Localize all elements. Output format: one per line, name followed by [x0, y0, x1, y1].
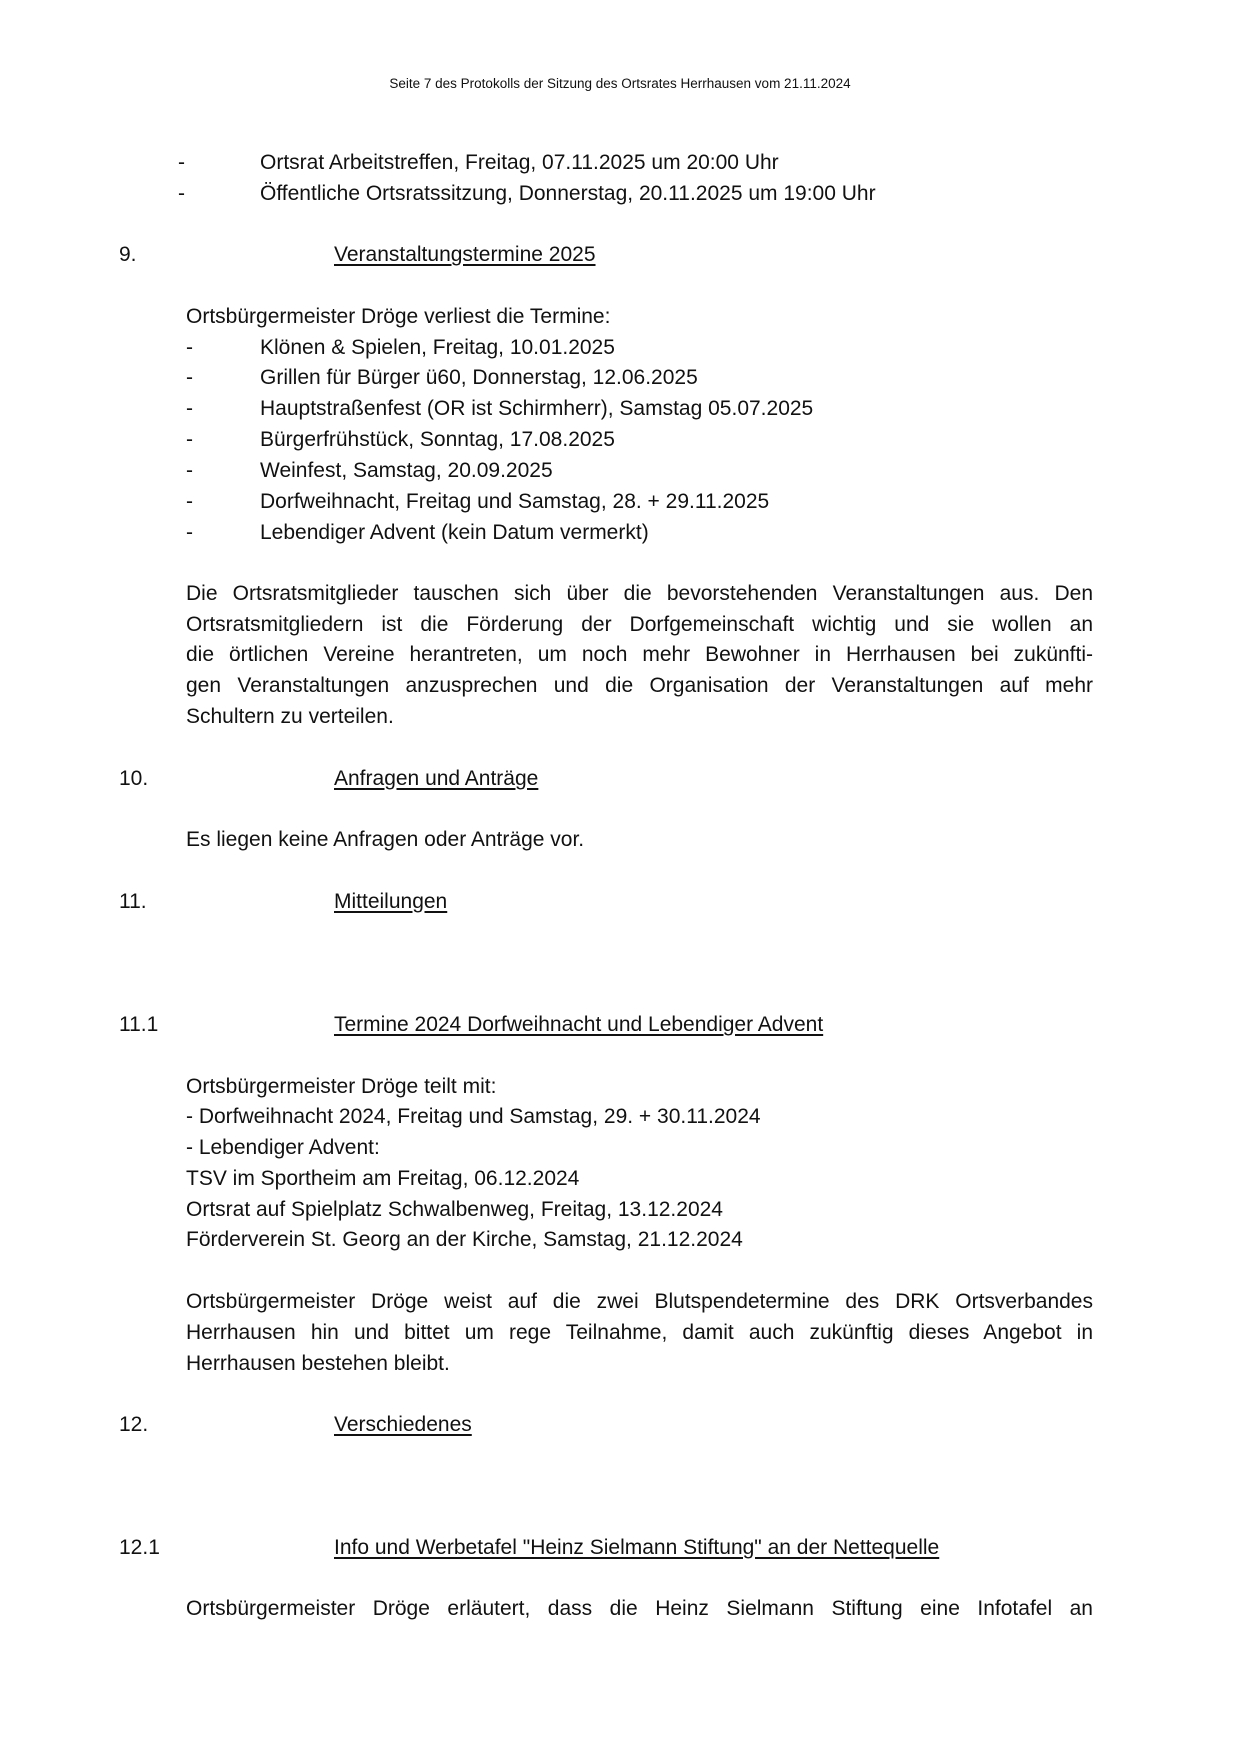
bullet-dash: -: [186, 490, 193, 513]
section-title: Veranstaltungstermine 2025: [334, 243, 596, 266]
bullet-dash: -: [186, 336, 193, 359]
paragraph-line: Ortsbürgermeister Dröge weist auf die zwei Blutspendetermine des DRK Ortsverbandes: [186, 1290, 1093, 1313]
event-item: Lebendiger Advent (kein Datum vermerkt): [260, 521, 649, 544]
bullet-dash: -: [186, 397, 193, 420]
section-title: Anfragen und Anträge: [334, 767, 539, 790]
bullet-dash: -: [178, 151, 185, 174]
bullet-dash: -: [186, 366, 193, 389]
meeting-date-item: Ortsrat Arbeitstreffen, Freitag, 07.11.2025 um 20:00 Uhr: [260, 151, 779, 174]
text-line: TSV im Sportheim am Freitag, 06.12.2024: [186, 1167, 580, 1190]
section-number: 9.: [119, 243, 137, 266]
subsection-title: Info und Werbetafel "Heinz Sielmann Stiftung" an der Nettequelle: [334, 1536, 940, 1559]
section-text: Es liegen keine Anfragen oder Anträge vor.: [186, 828, 585, 851]
text-line: - Lebendiger Advent:: [186, 1136, 380, 1159]
text-line: - Dorfweihnacht 2024, Freitag und Samstag, 29. + 30.11.2024: [186, 1105, 761, 1128]
event-item: Klönen & Spielen, Freitag, 10.01.2025: [260, 336, 615, 359]
event-item: Grillen für Bürger ü60, Donnerstag, 12.06.2025: [260, 366, 698, 389]
section-number: 12.: [119, 1413, 149, 1436]
event-item: Hauptstraßenfest (OR ist Schirmherr), Samstag 05.07.2025: [260, 397, 814, 420]
section-number: 10.: [119, 767, 149, 790]
text-line: Ortsrat auf Spielplatz Schwalbenweg, Freitag, 13.12.2024: [186, 1198, 723, 1221]
event-item: Dorfweihnacht, Freitag und Samstag, 28. + 29.11.2025: [260, 490, 770, 513]
bullet-dash: -: [186, 521, 193, 544]
paragraph-line: Die Ortsratsmitglieder tauschen sich über die bevorstehenden Veranstaltungen aus. Den: [186, 582, 1093, 605]
subsection-number: 11.1: [119, 1013, 159, 1036]
paragraph-line: Herrhausen hin und bittet um rege Teilnahme, damit auch zukünftig dieses Angebot in: [186, 1321, 1093, 1344]
text-line: Förderverein St. Georg an der Kirche, Samstag, 21.12.2024: [186, 1228, 743, 1251]
section-title: Mitteilungen: [334, 890, 448, 913]
paragraph-line: Schultern zu verteilen.: [186, 705, 394, 728]
text-line: Ortsbürgermeister Dröge teilt mit:: [186, 1075, 497, 1098]
page-header: Seite 7 des Protokolls der Sitzung des Ortsrates Herrhausen vom 21.11.2024: [389, 76, 851, 91]
paragraph-line: Herrhausen bestehen bleibt.: [186, 1352, 450, 1375]
paragraph-line: Ortsratsmitgliedern ist die Förderung der Dorfgemeinschaft wichtig und sie wollen an: [186, 613, 1093, 636]
bullet-dash: -: [186, 459, 193, 482]
section-intro: Ortsbürgermeister Dröge verliest die Termine:: [186, 305, 611, 328]
paragraph-line: gen Veranstaltungen anzusprechen und die Organisation der Veranstaltungen auf mehr: [186, 674, 1093, 697]
subsection-number: 12.1: [119, 1536, 160, 1559]
paragraph-line: die örtlichen Vereine herantreten, um noch mehr Bewohner in Herrhausen bei zukünfti-: [186, 643, 1093, 666]
section-number: 11.: [119, 890, 147, 913]
bullet-dash: -: [186, 428, 193, 451]
subsection-title: Termine 2024 Dorfweihnacht und Lebendiger Advent: [334, 1013, 824, 1036]
event-item: Weinfest, Samstag, 20.09.2025: [260, 459, 553, 482]
bullet-dash: -: [178, 182, 185, 205]
section-title: Verschiedenes: [334, 1413, 472, 1436]
event-item: Bürgerfrühstück, Sonntag, 17.08.2025: [260, 428, 615, 451]
meeting-date-item: Öffentliche Ortsratssitzung, Donnerstag, 20.11.2025 um 19:00 Uhr: [260, 182, 876, 205]
paragraph-line: Ortsbürgermeister Dröge erläutert, dass die Heinz Sielmann Stiftung eine Infotafel an: [186, 1597, 1093, 1620]
